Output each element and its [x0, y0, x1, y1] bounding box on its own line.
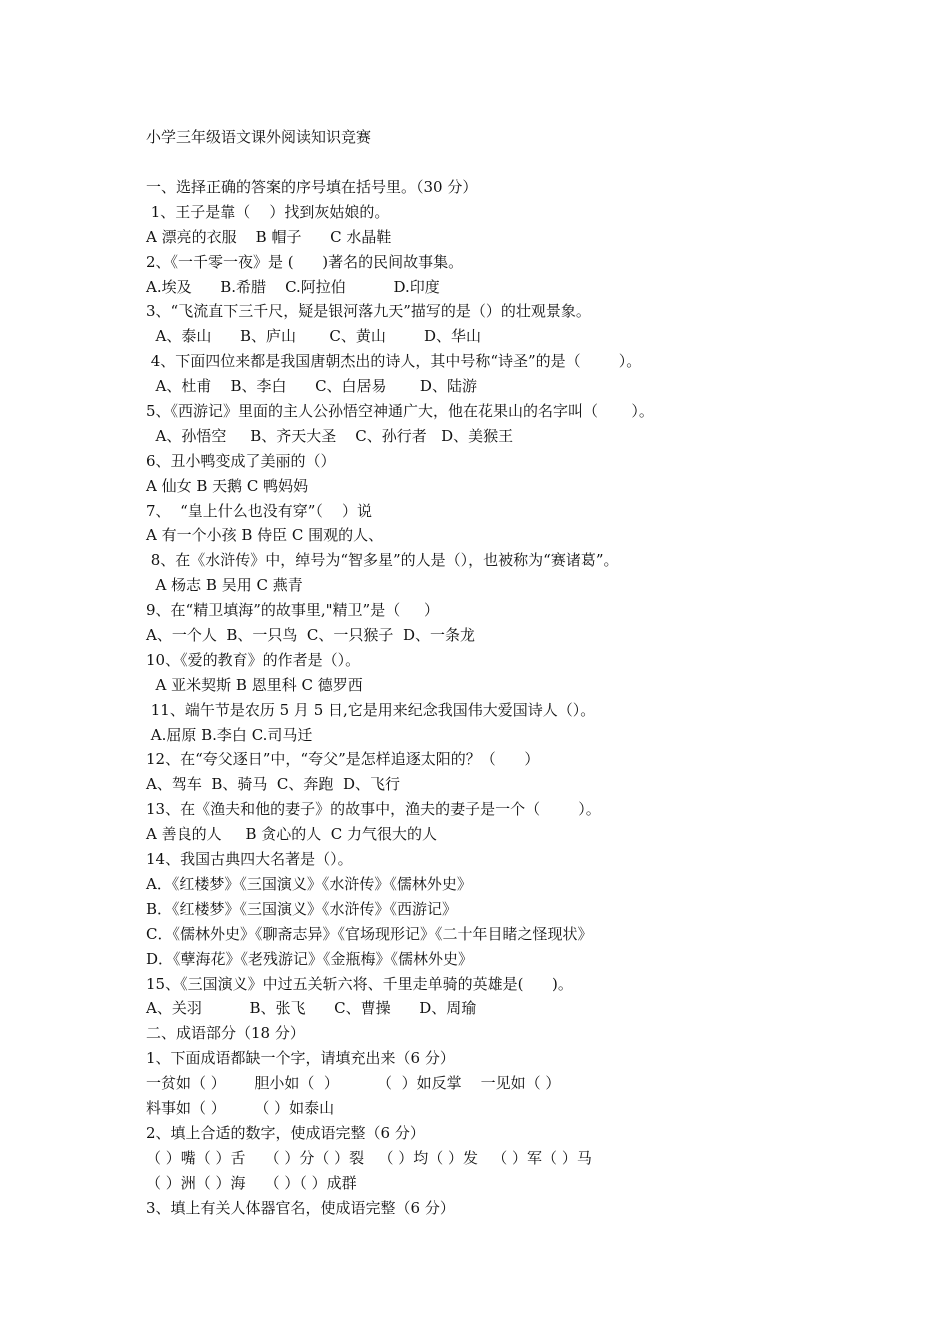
question-11: 11、端午节是农历 5 月 5 日,它是用来纪念我国伟大爱国诗人（）。 — [146, 700, 596, 719]
idiom-blanks-2b: （ ）洲（ ）海 （ ）（ ）成群 — [146, 1173, 357, 1192]
options-10: A 亚米契斯 B 恩里科 C 德罗西 — [146, 675, 363, 694]
question-8: 8、在《水浒传》中，绰号为“智多星”的人是（），也被称为“赛诸葛”。 — [146, 551, 619, 570]
options-2: A.埃及 B.希腊 C.阿拉伯 D.印度 — [146, 277, 440, 296]
options-11: A.屈原 B.李白 C.司马迁 — [146, 725, 313, 744]
question-1: 1、王子是靠（ ）找到灰姑娘的。 — [146, 202, 390, 221]
question-2: 2、《一千零一夜》是 ( )著名的民间故事集。 — [146, 252, 464, 271]
question-9: 9、在“精卫填海”的故事里,"精卫”是（ ） — [146, 601, 440, 620]
question-10: 10、《爱的教育》的作者是（）。 — [146, 650, 361, 669]
option-14-d: D．《孽海花》《老残游记》《金瓶梅》《儒林外史》 — [146, 949, 474, 968]
document-body — [146, 175, 866, 1220]
question-3: 3、“飞流直下三千尺，疑是银河落九天”描写的是（）的壮观景象。 — [146, 302, 591, 321]
question-4: 4、下面四位来都是我国唐朝杰出的诗人，其中号称“诗圣”的是（ ）。 — [146, 352, 642, 371]
section-heading-choice: 一、选择正确的答案的序号填在括号里。（30 分） — [146, 178, 478, 196]
options-6: A 仙女 B 天鹅 C 鸭妈妈 — [146, 476, 309, 495]
idiom-question-1: 1、下面成语都缺一个字，请填充出来（6 分） — [146, 1049, 455, 1068]
options-5: A、孙悟空 B、齐天大圣 C、孙行者 D、美猴王 — [146, 426, 514, 445]
section-heading-idioms: 二、成语部分（18 分） — [146, 1024, 305, 1043]
idiom-blanks-2a: （ ）嘴（ ）舌 （ ）分（ ）裂 （ ）均（ ）发 （ ）军（ ）马 — [146, 1148, 592, 1167]
option-14-b: B．《红楼梦》《三国演义》《水浒传》《西游记》 — [146, 899, 458, 918]
options-7: A 有一个小孩 B 侍臣 C 围观的人、 — [146, 526, 384, 545]
options-8: A 杨志 B 吴用 C 燕青 — [146, 576, 303, 595]
idiom-blanks-1b: 料事如（ ） （ ）如泰山 — [146, 1098, 335, 1117]
options-1: A 漂亮的衣服 B 帽子 C 水晶鞋 — [146, 227, 392, 246]
options-4: A、杜甫 B、李白 C、白居易 D、陆游 — [146, 377, 477, 396]
options-12: A、驾车 B、骑马 C、奔跑 D、飞行 — [146, 775, 400, 794]
document-title: 小学三年级语文课外阅读知识竞赛 — [146, 128, 372, 146]
options-3: A、泰山 B、庐山 C、黄山 D、华山 — [146, 327, 482, 346]
question-13: 13、在《渔夫和他的妻子》的故事中，渔夫的妻子是一个（ ）。 — [146, 800, 601, 819]
question-5: 5、《西游记》里面的主人公孙悟空神通广大，他在花果山的名字叫（ ）。 — [146, 402, 654, 421]
options-15: A、关羽 B、张飞 C、曹操 D、周瑜 — [146, 999, 477, 1018]
question-15: 15、《三国演义》中过五关斩六将、千里走单骑的英雄是( )。 — [146, 974, 573, 993]
idiom-blanks-1a: 一贫如（ ） 胆小如（ ） （ ）如反掌 一见如（ ） — [146, 1074, 561, 1093]
options-13: A 善良的人 B 贪心的人 C 力气很大的人 — [146, 825, 438, 844]
question-14: 14、我国古典四大名著是（）。 — [146, 850, 353, 869]
question-7: 7、 “皇上什么也没有穿”（ ）说 — [146, 501, 372, 520]
idiom-question-3: 3、填上有关人体器官名，使成语完整（6 分） — [146, 1198, 455, 1217]
question-6: 6、丑小鸭变成了美丽的（） — [146, 451, 336, 470]
question-12: 12、在“夸父逐日”中，“夸父”是怎样追逐太阳的？（ ） — [146, 750, 540, 769]
idiom-question-2: 2、填上合适的数字，使成语完整（6 分） — [146, 1123, 425, 1142]
options-9: A、一个人 B、一只鸟 C、一只猴子 D、一条龙 — [146, 626, 475, 645]
option-14-a: A．《红楼梦》《三国演义》《水浒传》《儒林外史》 — [146, 874, 472, 893]
option-14-c: C．《儒林外史》《聊斋志异》《官场现形记》《二十年目睹之怪现状》 — [146, 924, 593, 943]
